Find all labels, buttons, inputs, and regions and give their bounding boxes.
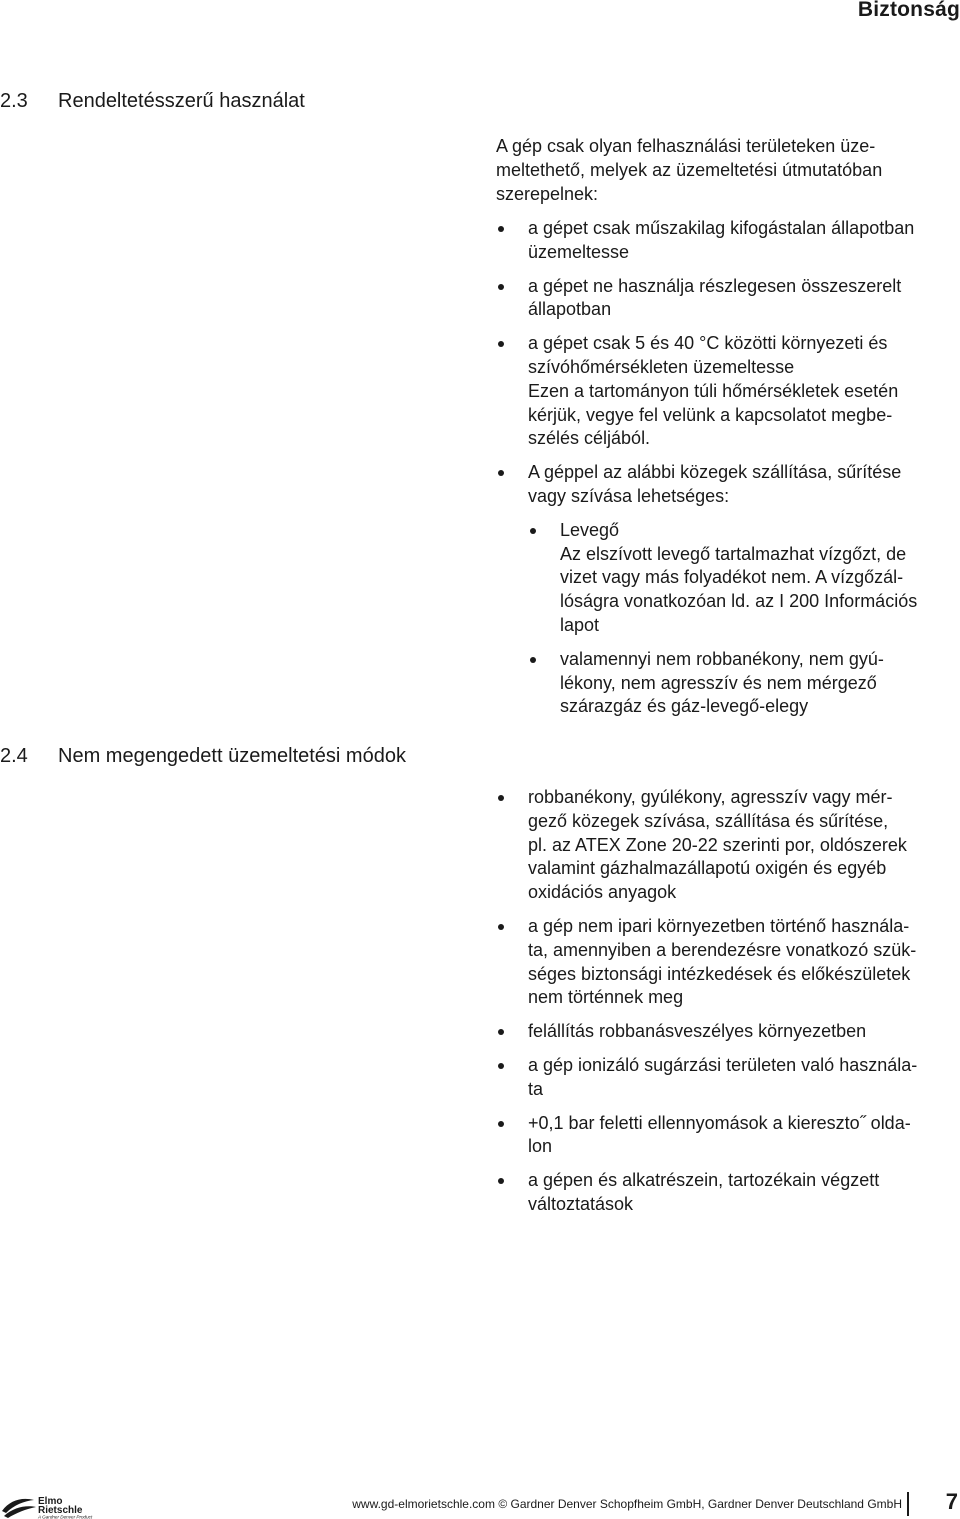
list-item: a gépet csak műszakilag kifogástalan állapotban üzemeltesse [496,217,958,265]
page-footer [0,1488,960,1519]
section-2-3-heading [0,90,305,113]
list-item: a gép nem ipari környezetben történő használa- ta, amennyiben a berendezésre vonatkozó szük- séges biztonsági intézkedések és előkészületek nem történnek meg [496,915,958,1010]
section-number: 2.4 [0,745,28,767]
list-item: a gépen és alkatrészein, tartozékain végzett változtatások [496,1169,958,1217]
footer-divider [907,1492,909,1516]
intro-line: meltethető, melyek az üzemeltetési útmutatóban [496,159,883,180]
list-item: robbanékony, gyúlékony, agresszív vagy mér- gező közegek szívása, szállítása és sűrítése, pl. az ATEX Zone 20-22 szerinti por, oldószerek valamint gázhalmazállapotú oxigén és egyéb oxidációs anyagok [496,786,958,905]
list-item: a gép ionizáló sugárzási területen való használa- ta [496,1054,958,1102]
section-title: Rendeltetésszerű használat [58,90,305,112]
sub-bullet-list [528,519,958,719]
footer-copyright: © Gardner Denver Schopfheim GmbH, Gardner Denver Deutschland GmbH [498,1497,902,1511]
sub-list-item: valamennyi nem robbanékony, nem gyú- lékony, nem agresszív és nem mérgező szárazgáz és gáz-levegő-elegy [528,648,958,719]
section-number: 2.3 [0,90,28,112]
section-title: Nem megengedett üzemeltetési módok [58,745,406,767]
page-number: 7 [945,1489,958,1514]
elmo-rietschle-logo [0,1494,95,1519]
list-item: a gépet ne használja részlegesen összeszerelt állapotban [496,275,958,323]
list-item: A géppel az alábbi közegek szállítása, sűrítése vagy szívása lehetséges: Levegő Az elszívott levegő tartalmazhat vízgőzt, de vizet vagy más folyadékot nem. A vízgőzál- lóságra vonatkozóan ld. az I 200 Információs lapot valamennyi nem robbanékony, nem gyú- lékony, nem agresszív és nem mérgező szárazgáz és gáz-levegő-elegy [496,461,958,719]
logo-line-1: Elmo [38,1496,63,1507]
footer-url-link[interactable]: www.gd-elmorietschle.com [352,1497,495,1511]
footer-text [352,1497,902,1511]
running-header-title: Biztonság [857,0,960,21]
section-2-4-bullet-list [496,786,958,1217]
logo-tagline: A Gardner Denver Product [38,1514,93,1519]
sub-list-item: Levegő Az elszívott levegő tartalmazhat vízgőzt, de vizet vagy más folyadékot nem. A vízgőzál- lóságra vonatkozóan ld. az I 200 Információs lapot [528,519,958,638]
list-item: felállítás robbanásveszélyes környezetben [496,1020,958,1044]
section-2-3-bullet-list [496,217,958,719]
intro-line: A gép csak olyan felhasználási területeken üze- [496,136,876,156]
intro-line: szerepelnek: [496,183,599,204]
logo-line-2: Rietschle [38,1505,83,1516]
section-2-3-intro [496,135,956,206]
list-item: a gépet csak 5 és 40 °C közötti környezeti és szívóhőmérsékleten üzemeltesse Ezen a tartományon túli hőmérsékletek esetén kérjük, vegye fel velünk a kapcsolatot megbe- szélés céljából. [496,332,958,451]
section-2-4-heading [0,745,406,768]
list-item: +0,1 bar feletti ellennyomások a kiereszto˝ olda- lon [496,1112,958,1160]
